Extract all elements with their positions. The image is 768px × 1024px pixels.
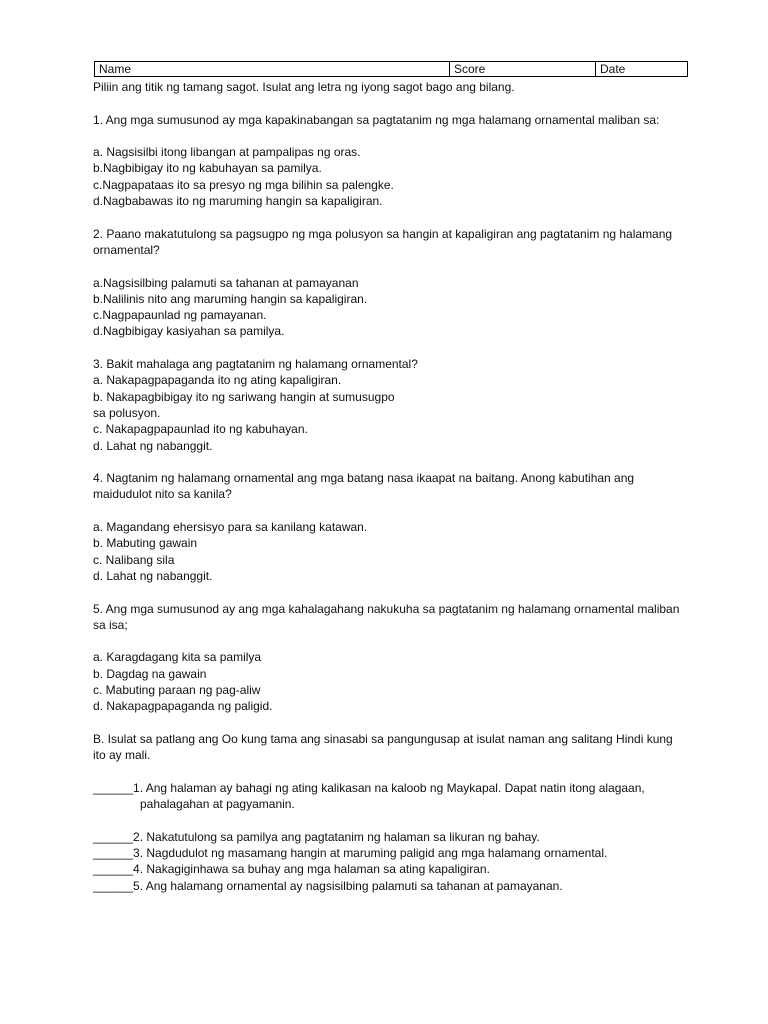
worksheet-page [93, 61, 693, 894]
part-b-instruction-cont: ito ay mali. [93, 748, 151, 763]
q2-choice-c: c.Nagpapaunlad ng pamayanan. [93, 308, 267, 323]
part-b [93, 731, 693, 894]
name-cell[interactable] [95, 62, 450, 77]
q3-choice-c: c. Nakapagpapaunlad ito ng kabuhayan. [93, 422, 308, 437]
q5-choice-c: c. Mabuting paraan ng pag-aliw [93, 682, 261, 697]
q4-choice-a: a. Magandang ehersisyo para sa kanilang katawan. [93, 520, 368, 535]
part-b-item-1-cont: pahalagahan at pagyamanin. [140, 797, 295, 812]
q4-choice-c: c. Nalibang sila [93, 552, 175, 567]
q3-choice-b-cont: sa polusyon. [93, 405, 161, 420]
q3-choice-b: b. Nakapagbibigay ito ng sariwang hangin at sumusugpo [93, 389, 395, 404]
part-b-item-4: ______4. Nakagiginhawa sa buhay ang mga halaman sa ating kapaligiran. [93, 862, 490, 877]
q2-question-cont: ornamental? [93, 242, 160, 257]
q1-choice-d: d.Nagbabawas ito ng maruming hangin sa kapaligiran. [93, 194, 383, 209]
instruction-text: Piliin ang titik ng tamang sagot. Isulat ang letra ng iyong sagot bago ang bilang. [93, 80, 515, 94]
score-label: Score [454, 62, 486, 76]
part-a [93, 79, 693, 731]
q2-choice-b: b.Nalilinis nito ang maruming hangin sa kapaligiran. [93, 291, 368, 306]
q3-question: 3. Bakit mahalaga ang pagtatanim ng halamang ornamental? [93, 357, 418, 372]
q1-question: 1. Ang mga sumusunod ay mga kapakinabangan sa pagtatanim ng mga halamang ornamental maliban sa: [93, 112, 660, 127]
part-b-instruction: B. Isulat sa patlang ang Oo kung tama ang sinasabi sa pangungusap at isulat naman ang salitang Hindi kung [93, 731, 673, 746]
q2-question: 2. Paano makatutulong sa pagsugpo ng mga polusyon sa hangin at kapaligiran ang pagtatanim ng halamang [93, 226, 673, 241]
q3-choice-d: d. Lahat ng nabanggit. [93, 438, 213, 453]
q5-question: 5. Ang mga sumusunod ay ang mga kahalagahang nakukuha sa pagtatanim ng halamang ornamental maliban [93, 601, 680, 616]
q5-choice-a: a. Karagdagang kita sa pamilya [93, 650, 262, 665]
q1-choice-b: b.Nagbibigay ito ng kabuhayan sa pamilya. [93, 161, 322, 176]
part-b-item-2: ______2. Nakatutulong sa pamilya ang pagtatanim ng halaman sa likuran ng bahay. [93, 829, 540, 844]
q1-choice-a: a. Nagsisilbi itong libangan at pampalipas ng oras. [93, 145, 361, 160]
q5-choice-d: d. Nakapagpapaganda ng paligid. [93, 699, 273, 714]
q4-question-cont: maidudulot nito sa kanila? [93, 487, 232, 502]
part-b-item-5: ______5. Ang halamang ornamental ay nagsisilbing palamuti sa tahanan at pamayanan. [93, 878, 563, 893]
q2-choice-a: a.Nagsisilbing palamuti sa tahanan at pamayanan [93, 275, 359, 290]
q3-choice-a: a. Nakapagpapaganda ito ng ating kapaligiran. [93, 373, 342, 388]
q5-question-cont: sa isa; [93, 617, 128, 632]
q5-choice-b: b. Dagdag na gawain [93, 666, 207, 681]
part-b-item-3: ______3. Nagdudulot ng masamang hangin at maruming paligid ang mga halamang ornamental. [93, 845, 608, 860]
date-label: Date [600, 62, 626, 76]
q1-choice-c: c.Nagpapataas ito sa presyo ng mga bilihin sa palengke. [93, 177, 394, 192]
q2-choice-d: d.Nagbibigay kasiyahan sa pamilya. [93, 324, 285, 339]
score-cell[interactable] [450, 62, 596, 77]
part-b-item-1: ______1. Ang halaman ay bahagi ng ating kalikasan na kaloob ng Maykapal. Dapat natin itong alagaan, [93, 780, 645, 795]
q4-choice-b: b. Mabuting gawain [93, 536, 198, 551]
date-cell[interactable] [596, 62, 688, 77]
name-label: Name [99, 62, 132, 76]
q4-choice-d: d. Lahat ng nabanggit. [93, 568, 213, 583]
q4-question: 4. Nagtanim ng halamang ornamental ang mga batang nasa ikaapat na baitang. Anong kabutihan ang [93, 471, 635, 486]
header-table [94, 61, 688, 77]
